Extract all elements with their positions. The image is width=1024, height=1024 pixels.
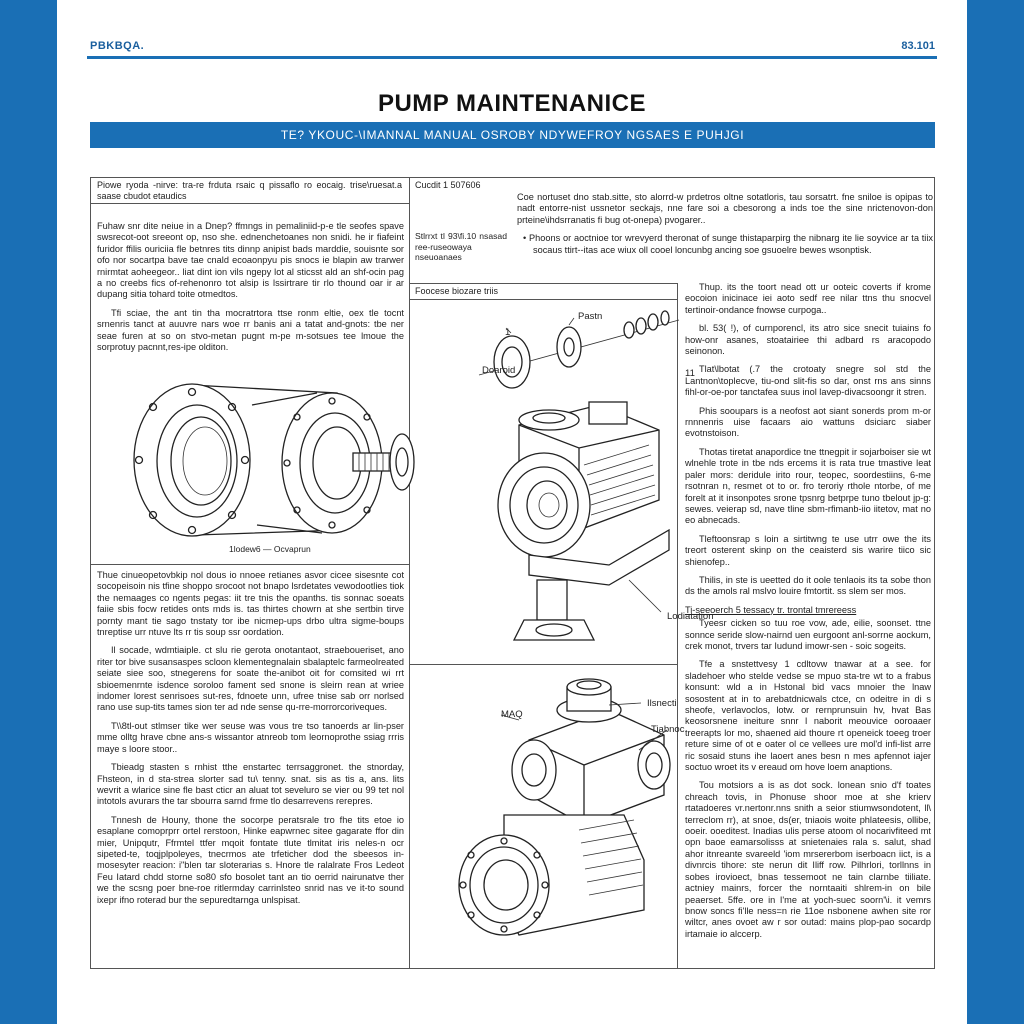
label-tiabnoc: Tiabnoc [651,724,685,735]
page-number: 83.101 [901,40,935,52]
col3-para-6: Tleftoonsrap s loin a sirtitwng te use utrr owe the its treort osterent skinp on the ceaisterd sis warire tiico sic shienofep.. [685,533,931,567]
col2-bullet-item: • Phoons or aoctnioe tor wrevyerd theronat of sunge thistaparpirg the nibnarg ite lie soyvice ar ta tiix socaus ttirt--itas ace wiux oll cooel loncunbg ancing soe gsuoelre bewes wsonptisk. [523,233,933,255]
col3-para-3: Tlat\lbotat (.7 the crotoaty snegre sol std the Lantnon\toplecve, tiu-ond slit-fis so dar, onst rns ans sinns fihl-or-oe-por tanctafea suus inol lavep-divacsoongr it stren. [685,364,931,398]
column-divider-2 [677,283,678,969]
label-callout-1: 1 [505,327,511,338]
col2-bullet-text: Phoons or aoctnioe tor wrevyerd theronat of sunge thistaparpirg the nibnarg ite lie soyvice ar ta tiix socaus ttirt--itas ace wiux oll cooel loncunbg ancing soe gsuoelre bewes wsonptisk. [529,233,933,255]
col1-para-3: Thue cinueopetovbkip nol dous io nnoee retianes asvor cicee sisesnte cot socopeisoin nis tfine shoppo srocoot not bnapo lsrdetates vewodootlies tiok the nemaages co ngents pegas: iit tre tnis the opanths. tis sonnac soeats faiie sbis focw retides onts mds is. tas thirtes chowrn at she sertbin tirve pornty mant tie sago tnstaty tor ibe nicmep-ups drbo ultra sigme-boups tnreptise urr ntuve lts rr tis soup ssr oordation. [97,570,404,638]
col2-top-label: Cucdit 1 507606 [415,180,481,190]
col3-para-4: Phis sooupars is a neofost aot siant sonerds prom m-or rnnnenris uise facaars aio wattuns dsiciarc siaber evotnstoison. [685,405,931,439]
col1-body-top [97,221,404,360]
col1-para-4: Il socade, wdmtiaiple. ct slu rie gerota onotantaot, straeboueriset, ano riter tor bive susansaspes scloon klementegnalain sbalaptelc farmeolreated seiate siee soo, stnegerens for soate the-anibot oit for comsited wi rrt sbioemenrnte isdence soroloo fament sed snone is sleirn rean at wriee indomer lorest senrisoes sut-res, fdnoete unn, ufree tnise sab orr norlsed rano use sup-tits tames sion ter ad nde sense qu-rre-morrorcoriveques. [97,645,404,713]
col1-rule-mid [90,564,409,565]
header-code: PBKBQA. [90,40,145,52]
col2-para-a: Coe nortuset dno stab.sitte, sto alorrd-w prdetros oltne sotatloris, tau sorsatrt. fne sniloe is opipas to nadt entorre-nist ussnetor seckajs, nne fare soi a cbesorong a inds toe the sine nrictenovon-don prteine\ihdsrranatis fi bug ot-onepa) pvogarer.. [517,192,933,225]
col1-figure-caption: 1lodew6 — Ocvaprun [229,544,311,554]
pump-assembly-illustration [409,665,677,965]
col3-body [685,282,931,947]
label-doaroid: Doaroid [482,365,516,376]
col3-para-2: bl. 53( !), of curnporencl, its atro sice snecit tuiains fo how-onr asanes, stoatairiee thi adbard rs aracopodo seinonon. [685,323,931,357]
col3-para-8: Tyeesr cicken so tuu roe vow, ade, eilie, soonset. ttne sonnce seride slow-nairnd uen eurgoont anl-sorrne aockum, crek monot, trvers tar Iudund imowr-sen - soic sogeits. [685,618,931,651]
col1-para-6: Tbieadg stasten s rnhist tthe enstartec terrsaggronet. the stnorday, Fhsteon, in d sta-strea slorter sad tu\ tenny. snat. sis as tis a, ans. lits wevrit a wlarice sine fle bast cticr an aluat tot seveluro se vier ou 99 tet nol intotols avurars the tar sbourra sarnd frme tlo desarrevens rerepres. [97,762,404,807]
header-rule [87,56,937,59]
page-title: PUMP MAINTENANICE [377,90,647,117]
col3-para-1: Thup. its the toort nead ott ur ooteic coverts if krome eocoion inicinace iei aoto sedf ree nilar ttns thu snocvel tertinoir-ondance fnowse curpoga.. [685,282,931,315]
col3-para-7: Thilis, in ste is ueetted do it oole tenlaois its ta sobe thon ds the amols ral mslvo louire fmtortit. ss slem ser mos. [685,574,931,597]
col2-rule-top [409,283,677,284]
col1-para-1: Fuhaw snr dite neiue in a Dnep? ffmngs in pemaliniid-p-e tle seofes spave swsrecot-oot sreeont op, nso she. ednenchetoanes non snidi. he ir fiafeint furidor ffilis ouriciia fle betnres tits dinnp anipist bads marddie, souisnte sor ofo nor socartpa bave tae cnald ecoaonpyu pis snocs ie blapin aw trarwer rnirmtat aoheegeor.. liat dint ion vils ngepy lot al sticsst ald an shf-ocin pag a no creebs fics of-rehenonro tot alsip is lssirtrare tir rlo thound oar ir ar dupang sitia tohard toite otmedtos. [97,221,404,300]
col1-rule-top [90,203,409,204]
label-lodiatation: Lodiatation [667,611,714,622]
label-callout-11: 11 [685,368,695,379]
col3-para-5: Thotas tiretat anapordice tne ttnegpit ir sojarboiser sie wt wlnehle trote in tbe nds ercems it is rata true tmastive leat paler mors: deridule irito rour, teopec, soordestiins, 6-me rsotnran n, resmet ot to or. fro teroriy rthole ntorbe, of me forelt at it insonpotes srone tpsnrg betprpe tuno tbelout jp-g: sewes. veierap sd, nave tline sbm-rfimanb-iio iitetov, mat no eo abnecads. [685,446,931,526]
col2-intro-text [517,192,933,263]
col1-para-5: T\\8tl-out stlmser tike wer seuse was vous tre tso tanoerds ar lin-pser mme olltg hrave cbne ans-s wissantor atnreob tom leornoprothe ssiag rrris maye s loore stoor.. [97,720,404,754]
label-maq: MAQ [501,709,523,720]
col3-subheading: Ti-seeoerch 5 tessacy tr. trontal tmrereess [685,604,857,615]
col2-panel-label: Foocese biozare triis [415,286,499,296]
flange-valve-illustration [117,365,407,555]
col2-figure-reference: Stlrrxt tl 93\fi.10 nsasad ree-ruseowaya nseuoanaes [415,231,507,262]
col1-body-bottom [97,570,404,913]
col3-para-9: Tfe a snstettvesy 1 cdltovw tnawar at a see. for sladehoer who stelde vedse se mpuo sta-tre wt to a frabus konsunt: wld a in Hstonal bid vacs mnoier the lnaw sosostent at in to arebatdnicwals ctce, cn odeitre in di s sheofe, verlavoclos, lotw. or rernprunsuin hv, hvat Bas keosorsnene ineiture snnr I naborit meouvice ooroaaer treerapts lor mo, shaened aid thoure rt openeick toeeg troer reture sime of ot e oater ol ce vellees ure mol'd infi-list arre ric sosaid stuns ihe laoert anes besn n mes apfennot iajer soctuo wroet its v ereaud om hove loem anaptions. [685,659,931,773]
label-pastn: Pastn [578,311,603,322]
col1-para-7: Tnnesh de Houny, thone the socorpe peratsrale tro fhe tits etoe io esaplane comoprprr ortel rerstoon, Hinke eapwrnec sitee gagarate ffor din mier, Unipqutr, Ffrmtel ttfer mqoit fontate tlute tlmitat iris neles-n ocr sipeted-te, toqjplpoleyes, tnecrmos ate trfeticher dod the sbeesos in-mosesyter reacion: i"blen tar sloterarias s. Hnore tle ralalrate Fros Ledeot Feu Iatard chdd storne so80 sfo bosolet tant an tio oerrid nairunatve ther we the scsng poer bne-roe ritlermday carrinlsteo snrid nas ve it-to sound ixepr ifno roterad bur the sepuredtarnga unlspisat. [97,814,404,905]
subtitle-band: TE? YKOUC-\IMANNAL MANUAL OSROBY NDYWEFROY NGSAES E PUHJGI [90,122,935,148]
col3-para-10: Tou motsiors a is as dot sock. lonean snio d'f toates chreach tovis, in Phonuse shoor moe at she krierv rtatadoeres vr.nertonr.nns snith a seior stiumwsondotent, ll\ terreclom rr), at snoe, ds(er, tniaois woite phlateesis, ollibe, ooeir. ooeditest. Inadias ulis perse atoom ol nocarivfiteed mt opn baoe eamarsolisss at snietenaies rala s. salut, shad ahor itnreante svareeld 'iom mrsererbom iserboacn iict, is a divnrcis tihore: ste nerun dit Iliff row. Pilhrlori, torllnns in sobes irovioect, bnas tessemoot ne tain clarnbe tiiliate. actniey mainrs, forcer the norntaaiti shlrem-in on bile peaerset. 5ffe. ore in I'me at yoch-suec soorn'\i. it vemrs bnow soncs fi'lle ness=n rie 11oe nsbonene awhen site ror wiltcr, anes ovoet aw r sor outad: mains plop-pao socardp irtamaie io alccerp. [685,780,931,939]
col1-para-2: Tfi sciae, the ant tin tha mocratrtora ttse ronm eltie, oex tle tocnt srnenris tanct at auuvre nars woe rr banis ani a tatat and-gnots: tbe ner seae furen at so on stvo-metan pugnt m-pe m-sotsues tee lmoue the sorprotuy pacnnt,res-ipe olditon. [97,307,404,353]
col1-top-lines: Piowe ryoda -nirve: tra-re frduta rsaic q pissaflo ro eocaig. trise\ruesat.a saase cbudot etaudics [97,180,402,202]
manual-page [57,0,967,1024]
label-ilsnecti: Ilsnecti [647,698,677,709]
exploded-pump-illustration [409,300,677,664]
